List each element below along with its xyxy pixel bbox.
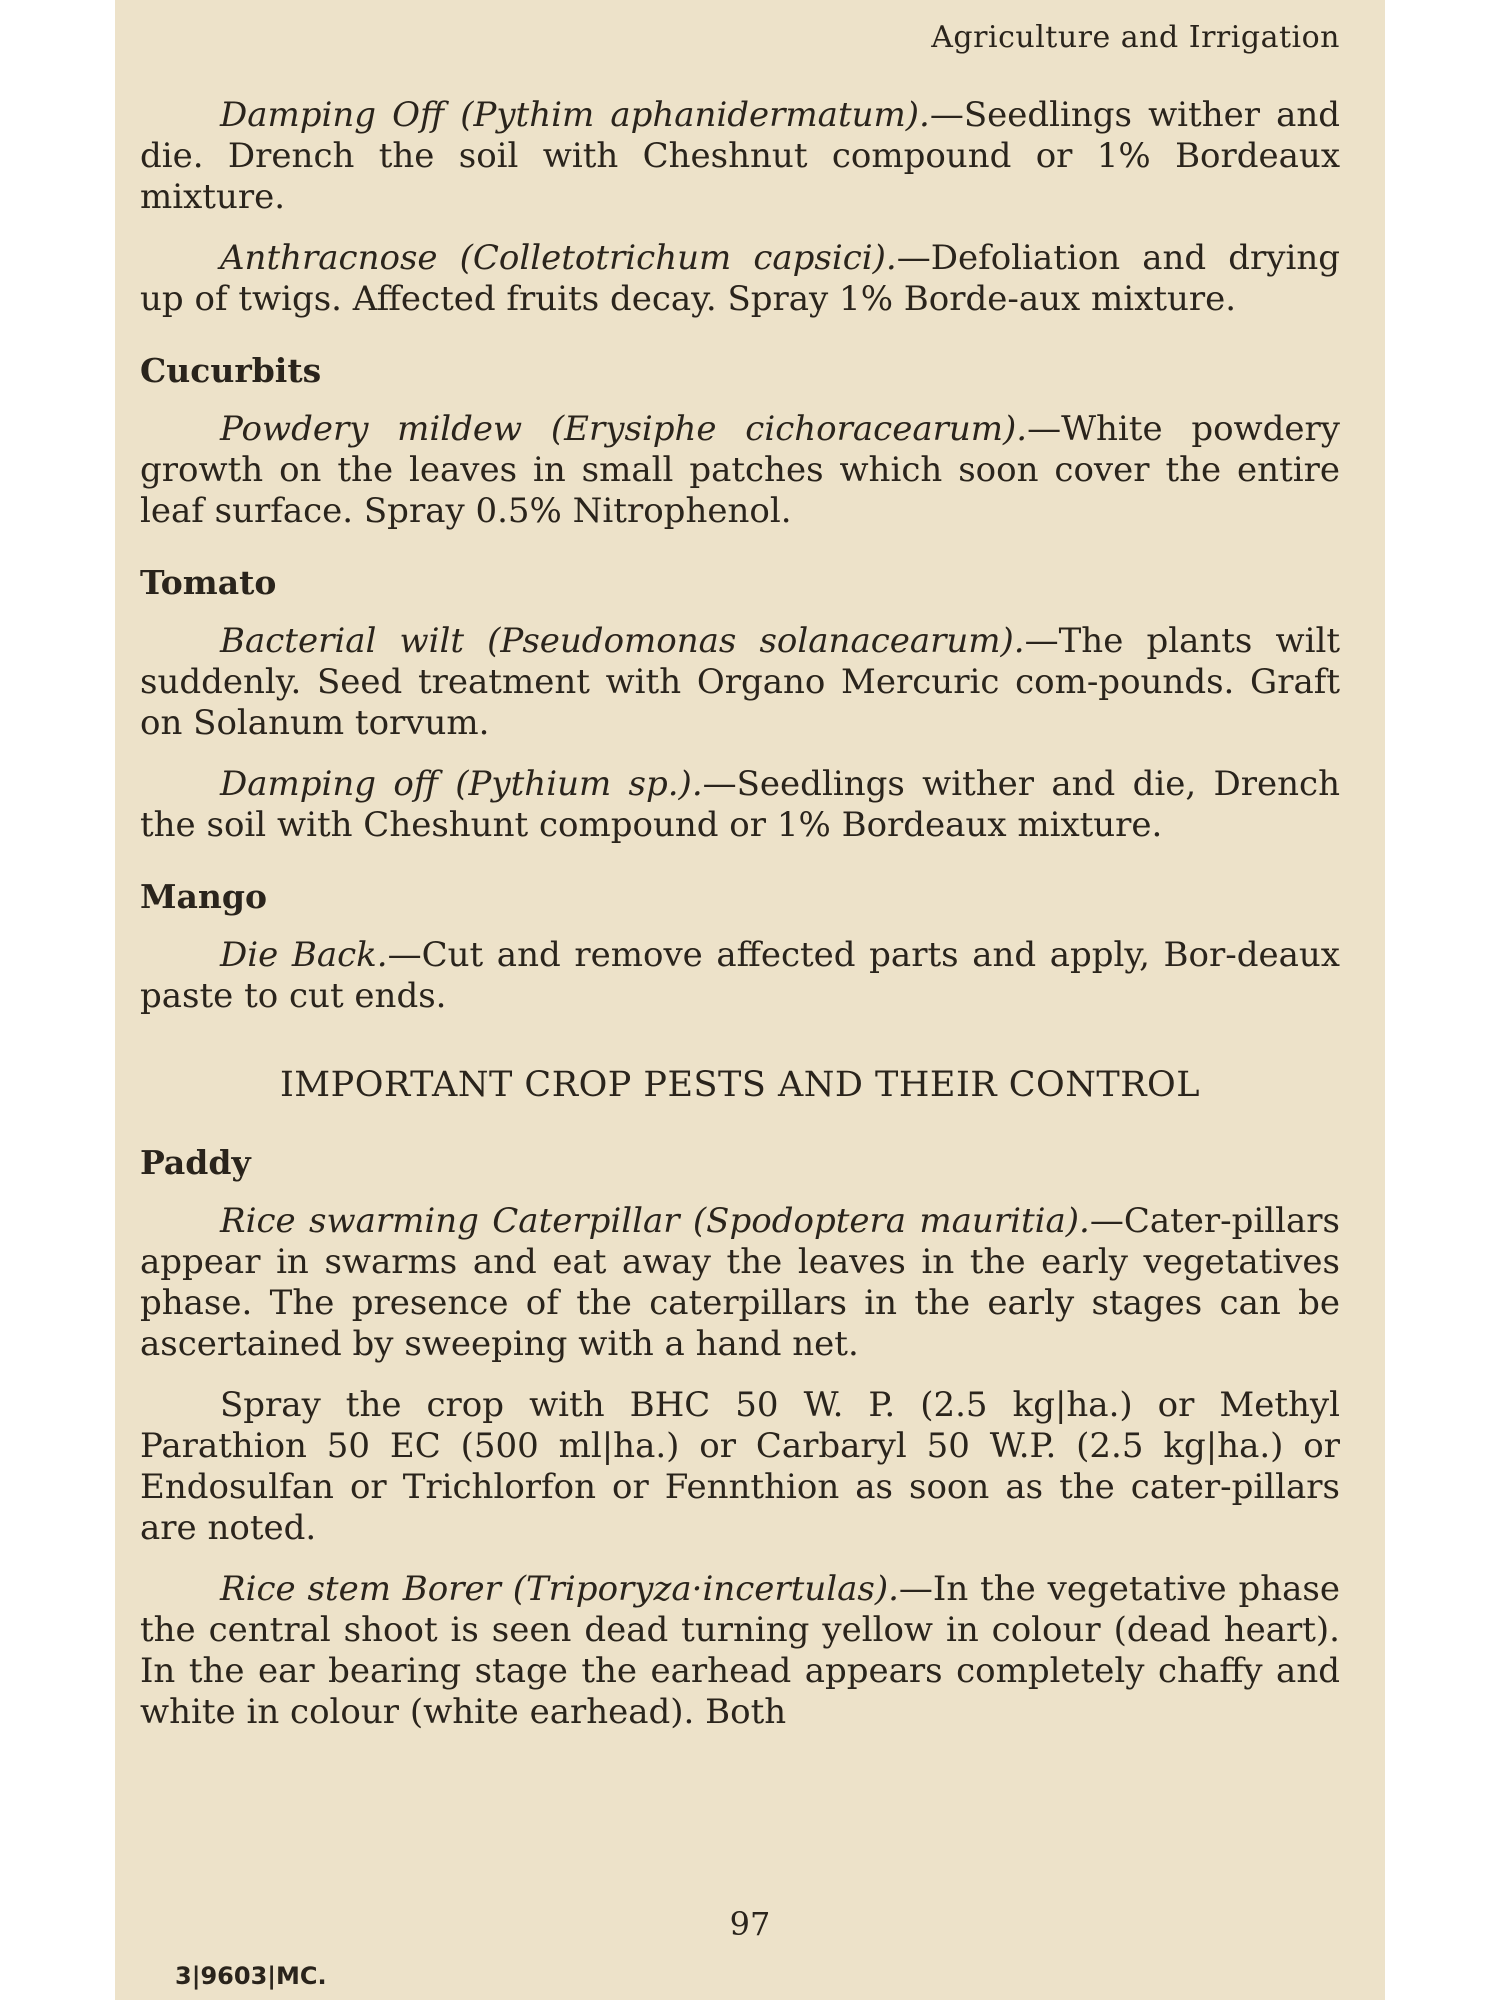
book-page: [115, 0, 1385, 2000]
entry-name: Rice stem Borer (Triporyza·incertulas).: [220, 1569, 899, 1609]
pest-entry: [140, 1569, 1340, 1733]
pest-entry: [140, 238, 1340, 320]
entry-name: Rice swarming Caterpillar (Spodoptera mauritia).: [220, 1201, 1090, 1241]
pest-entry: [140, 95, 1340, 218]
pest-entry: [140, 409, 1340, 532]
entry-name: Damping off (Pythium sp.).: [220, 764, 703, 804]
entry-text: —Cater-pillars appear in swarms and eat away the leaves in the early vegetatives phase. The presence of the caterpillars in the early stages can be ascertained by sweeping with a hand net.: [140, 1201, 1340, 1364]
entry-name: Die Back.: [220, 935, 388, 975]
running-head: Agriculture and Irrigation: [931, 20, 1340, 55]
entry-text: —White powdery growth on the leaves in small patches which soon cover the entire leaf surface. Spray 0.5% Nitrophenol.: [140, 409, 1341, 531]
entry-text: —Seedlings wither and die, Drench the soil with Cheshunt compound or 1% Bordeaux mixture.: [140, 764, 1340, 845]
pest-entry: [140, 1201, 1340, 1365]
entry-name: Bacterial wilt (Pseudomonas solanacearum).: [220, 621, 1025, 661]
entry-text: —Cut and remove affected parts and apply, Bor-deaux paste to cut ends.: [140, 935, 1340, 1016]
crop-heading: Cucurbits: [140, 351, 322, 390]
page-number: 97: [729, 1905, 771, 1943]
crop-heading: Tomato: [140, 563, 277, 602]
entry-text: —In the vegetative phase the central shoot is seen dead turning yellow in colour (dead heart). In the ear bearing stage the earhead appears completely chaffy and white in colour (white earhead). Both: [140, 1569, 1340, 1732]
pest-entry: [140, 621, 1340, 744]
print-code: 3|9603|MC.: [175, 1962, 327, 1990]
pest-entry: [140, 764, 1340, 846]
body-paragraph: Spray the crop with BHC 50 W. P. (2.5 kg|ha.) or Methyl Parathion 50 EC (500 ml|ha.) or Carbaryl 50 W.P. (2.5 kg|ha.) or Endosulfan or Trichlorfon or Fennthion as soon as the cater-pillars are noted.: [140, 1385, 1340, 1548]
crop-heading: Mango: [140, 877, 267, 916]
page-body: [140, 95, 1340, 1753]
entry-text: —Seedlings wither and die. Drench the soil with Cheshnut compound or 1% Bordeaux mixture.: [140, 95, 1341, 217]
entry-name: Damping Off (Pythim aphanidermatum).: [220, 95, 930, 135]
pest-entry: [140, 935, 1340, 1017]
entry-text: —The plants wilt suddenly. Seed treatment with Organo Mercuric com-pounds. Graft on Solanum torvum.: [140, 621, 1340, 743]
crop-heading: Paddy: [140, 1143, 251, 1182]
entry-name: Anthracnose (Colletotrichum capsici).: [220, 238, 897, 278]
entry-name: Powdery mildew (Erysiphe cichoracearum).: [220, 409, 1028, 449]
section-heading: IMPORTANT CROP PESTS AND THEIR CONTROL: [279, 1065, 1200, 1105]
entry-text: —Defoliation and drying up of twigs. Affected fruits decay. Spray 1% Borde-aux mixture.: [140, 238, 1340, 319]
